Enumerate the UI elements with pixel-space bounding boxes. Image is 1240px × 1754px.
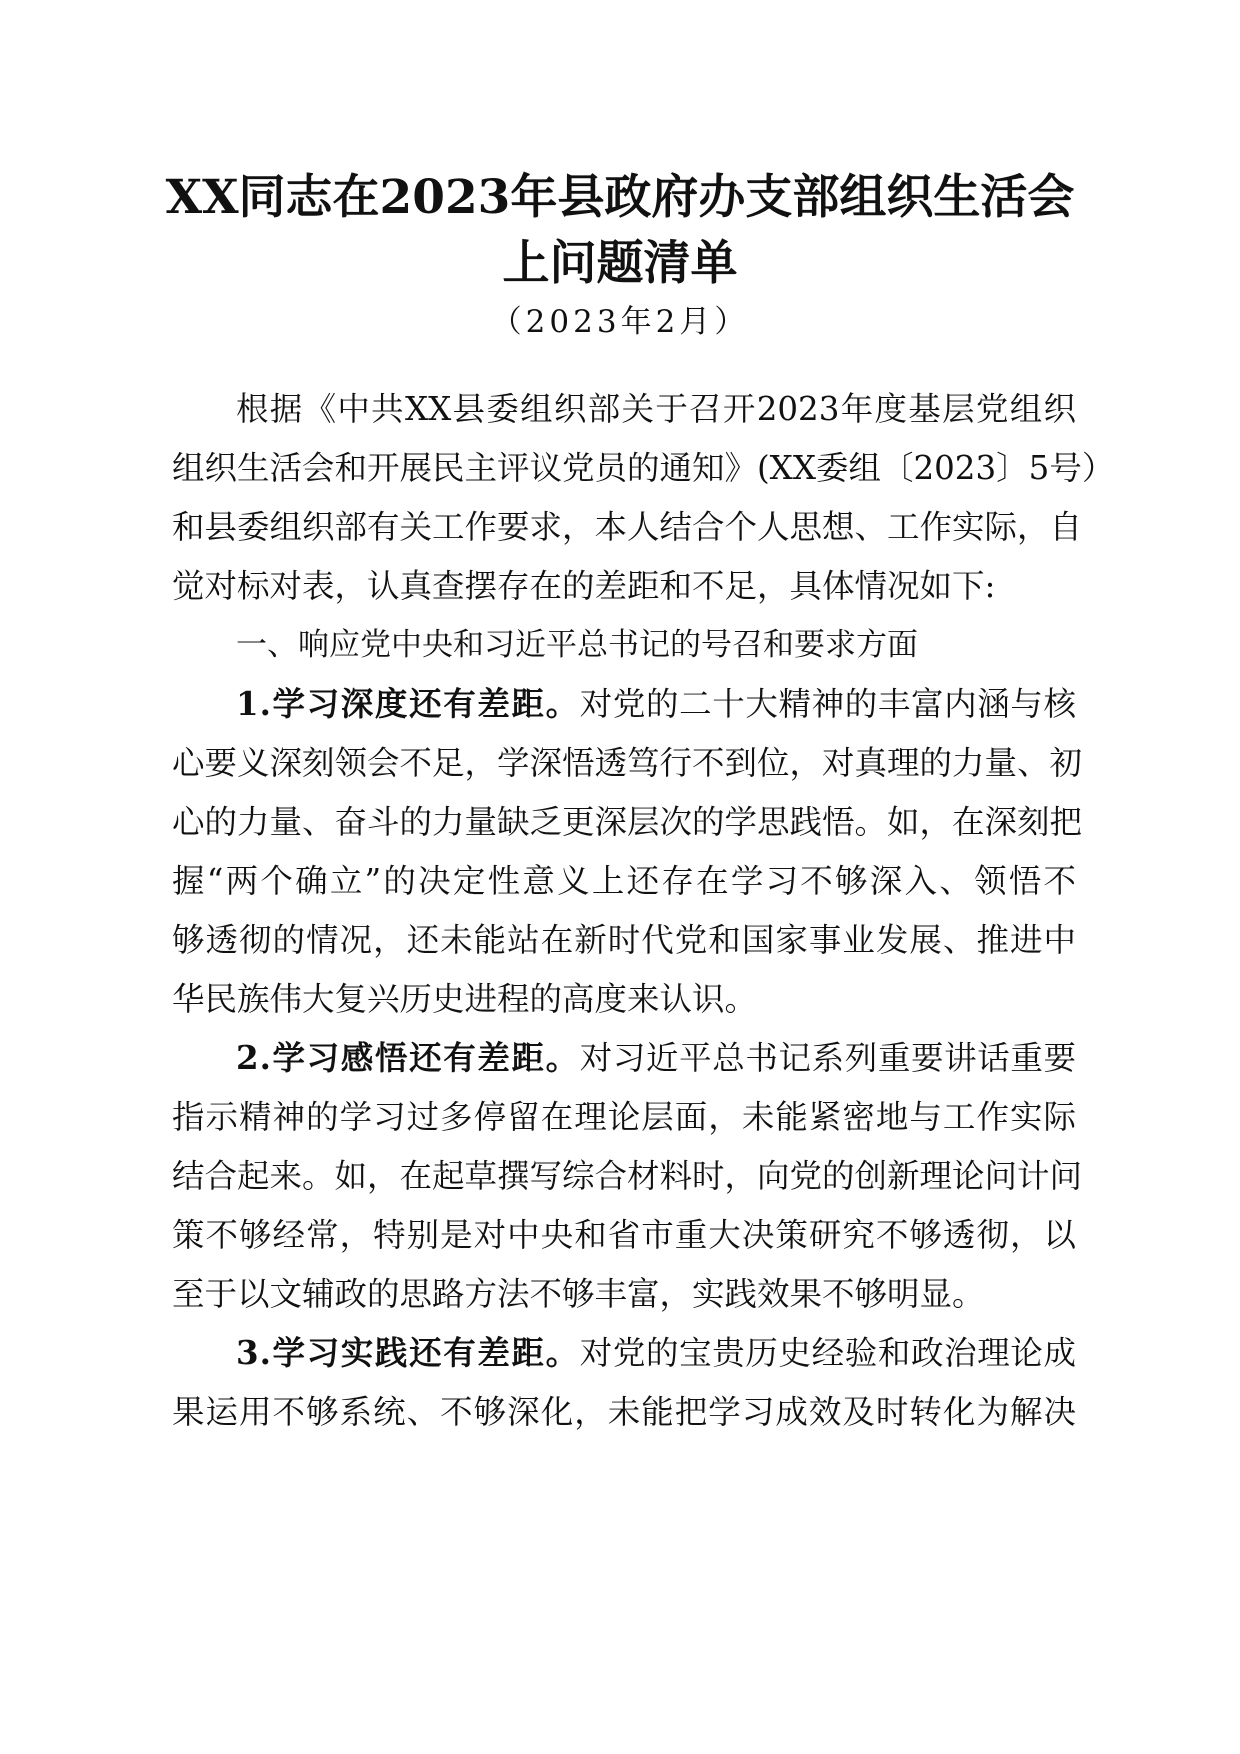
item-1-line: 华民族伟大复兴历史进程的高度来认识。: [172, 980, 758, 1018]
item-1-lead: 1.学习深度还有差距。: [236, 684, 580, 723]
item-2-line: 至于以文辅政的思路方法不够丰富，实践效果不够明显。: [172, 1275, 985, 1313]
item-3-line: 果运用不够系统、不够深化，未能把学习成效及时转化为解决: [172, 1393, 1076, 1431]
item-3-lead: 3.学习实践还有差距。: [236, 1333, 580, 1372]
section-heading-1: 一、响应党中央和习近平总书记的号召和要求方面: [236, 627, 918, 663]
intro-line-2: 组织生活会和开展民主评议党员的通知》(XX委组〔2023〕5号）: [172, 449, 1115, 487]
item-3-first-text: 对党的宝贵历史经验和政治理论成: [579, 1334, 1076, 1372]
item-2-line: 策不够经常，特别是对中央和省市重大决策研究不够透彻，以: [172, 1216, 1076, 1254]
item-1-line: 够透彻的情况，还未能站在新时代党和国家事业发展、推进中: [172, 921, 1076, 959]
document-title-line-2: 上问题清单: [502, 236, 738, 291]
document-date: （2023年2月）: [490, 304, 750, 340]
item-1-first-line: [236, 684, 1076, 724]
item-3-first-line: [236, 1333, 1076, 1373]
item-1-line: 心的力量、奋斗的力量缺乏更深层次的学思践悟。如，在深刻把: [172, 803, 1083, 841]
intro-line-3: 和县委组织部有关工作要求，本人结合个人思想、工作实际，自: [172, 508, 1083, 546]
item-1-line: 握“两个确立”的决定性意义上还存在学习不够深入、领悟不: [172, 862, 1076, 900]
item-2-line: 指示精神的学习过多停留在理论层面，未能紧密地与工作实际: [172, 1098, 1076, 1136]
item-2-line: 结合起来。如，在起草撰写综合材料时，向党的创新理论问计问: [172, 1157, 1083, 1195]
item-1-line: 心要义深刻领会不足，学深悟透笃行不到位，对真理的力量、初: [172, 744, 1083, 782]
item-2-lead: 2.学习感悟还有差距。: [236, 1038, 580, 1077]
item-2-first-line: [236, 1038, 1076, 1078]
item-1-first-text: 对党的二十大精神的丰富内涵与核: [579, 685, 1076, 723]
item-2-first-text: 对习近平总书记系列重要讲话重要: [579, 1039, 1076, 1077]
intro-line-4: 觉对标对表，认真查摆存在的差距和不足，具体情况如下:: [172, 567, 996, 605]
document-title-line-1: XX同志在2023年县政府办支部组织生活会: [165, 170, 1075, 225]
intro-line-1: 根据《中共XX县委组织部关于召开2023年度基层党组织: [236, 390, 1076, 428]
